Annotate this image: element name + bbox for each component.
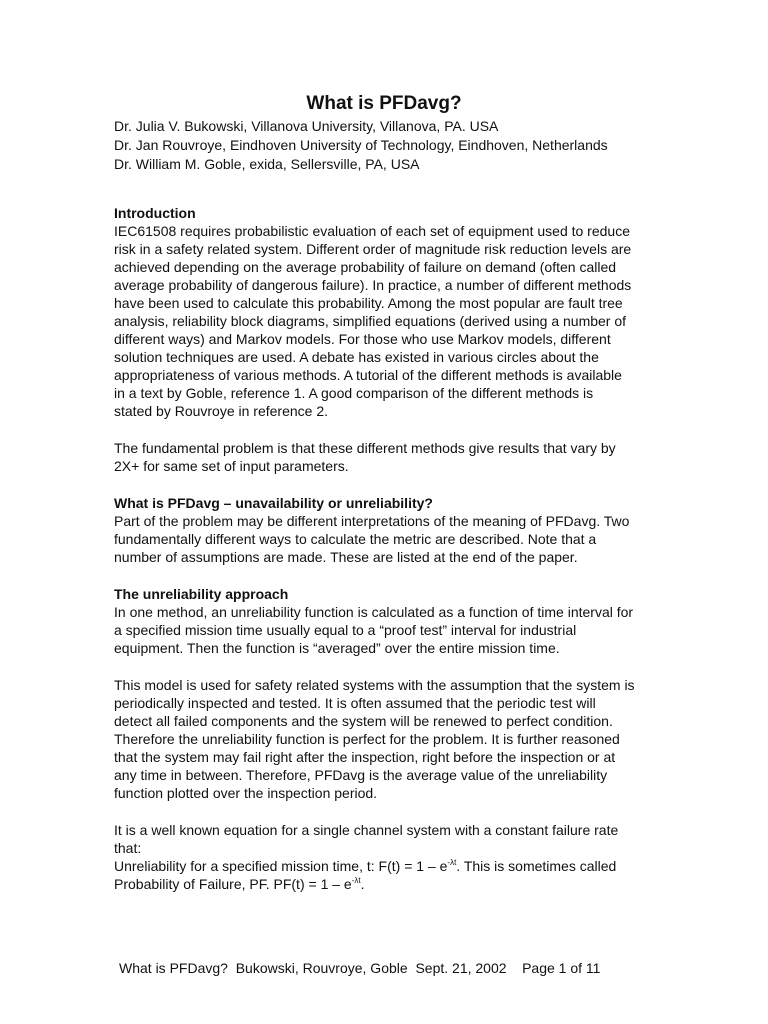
text-line: a specified mission time usually equal to a “proof test” interval for industrial	[114, 622, 577, 638]
equation-text: Unreliability for a specified mission time, t: F(t) = 1 – e	[114, 858, 448, 874]
text-line: periodically inspected and tested. It is often assumed that the periodic test will	[114, 695, 596, 711]
equation-line	[114, 858, 616, 874]
text-line: any time in between. Therefore, PFDavg is the average value of the unreliability	[114, 767, 608, 783]
text-line: stated by Rouvroye in reference 2.	[114, 403, 329, 419]
text-line: This model is used for safety related systems with the assumption that the system is	[114, 677, 635, 693]
paragraph	[114, 222, 674, 420]
text-line: have been used to calculate this probability. Among the most popular are fault tree	[114, 295, 623, 311]
pfdavg-definition-section	[114, 494, 674, 566]
section-heading: Introduction	[114, 205, 196, 221]
page-footer: What is PFDavg? Bukowski, Rouvroye, Goble Sept. 21, 2002 Page 1 of 11	[119, 960, 601, 976]
text-line: equipment. Then the function is “averaged” over the entire mission time.	[114, 640, 560, 656]
text-line: analysis, reliability block diagrams, simplified equations (derived using a number of	[114, 313, 627, 329]
equation-text: . This is sometimes called	[456, 858, 617, 874]
text-line: fundamentally different ways to calculate the metric are described. Note that a	[114, 531, 597, 547]
paragraph	[114, 603, 674, 657]
text-line: 2X+ for same set of input parameters.	[114, 458, 349, 474]
equation-text: Probability of Failure, PF. PF(t) = 1 – e	[114, 876, 352, 892]
text-line: number of assumptions are made. These are listed at the end of the paper.	[114, 549, 578, 565]
section-heading: The unreliability approach	[114, 586, 289, 602]
text-line: It is a well known equation for a single channel system with a constant failure rate	[114, 822, 619, 838]
text-line: that:	[114, 840, 142, 856]
section-heading: What is PFDavg – unavailability or unreliability?	[114, 495, 433, 511]
unreliability-section	[114, 585, 674, 893]
text-line: solution techniques are used. A debate has existed in various circles about the	[114, 349, 599, 365]
text-line: risk in a safety related system. Different order of magnitude risk reduction levels are	[114, 241, 632, 257]
paragraph	[114, 439, 674, 475]
text-line: achieved depending on the average probability of failure on demand (often called	[114, 259, 617, 275]
text-line: function plotted over the inspection period.	[114, 785, 378, 801]
page-title: What is PFDavg?	[306, 93, 462, 114]
author-list	[114, 117, 608, 174]
paragraph	[114, 676, 674, 802]
author-line: Dr. Julia V. Bukowski, Villanova University, Villanova, PA. USA	[114, 118, 499, 134]
text-line: The fundamental problem is that these different methods give results that vary by	[114, 440, 616, 456]
text-line: In one method, an unreliability function is calculated as a function of time interval for	[114, 604, 634, 620]
author-line: Dr. Jan Rouvroye, Eindhoven University of Technology, Eindhoven, Netherlands	[114, 137, 608, 153]
document-body	[114, 204, 674, 893]
paragraph	[114, 512, 674, 566]
equation-line	[114, 876, 365, 892]
text-line: different ways) and Markov models. For those who use Markov models, different	[114, 331, 611, 347]
author-line: Dr. William M. Goble, exida, Sellersville, PA, USA	[114, 156, 420, 172]
text-line: in a text by Goble, reference 1. A good comparison of the different methods is	[114, 385, 594, 401]
exponent: -λt	[351, 876, 361, 885]
text-line: IEC61508 requires probabilistic evaluation of each set of equipment used to reduce	[114, 223, 630, 239]
equation-text: .	[360, 876, 365, 892]
paragraph	[114, 821, 674, 893]
text-line: Therefore the unreliability function is perfect for the problem. It is further reasoned	[114, 731, 620, 747]
text-line: average probability of dangerous failure). In practice, a number of different methods	[114, 277, 632, 293]
text-line: appropriateness of various methods. A tutorial of the different methods is available	[114, 367, 622, 383]
text-line: detect all failed components and the system will be renewed to perfect condition.	[114, 713, 613, 729]
introduction-section	[114, 204, 674, 475]
text-line: that the system may fail right after the inspection, right before the inspection or at	[114, 749, 616, 765]
exponent: -λt	[447, 858, 457, 867]
text-line: Part of the problem may be different interpretations of the meaning of PFDavg. Two	[114, 513, 630, 529]
